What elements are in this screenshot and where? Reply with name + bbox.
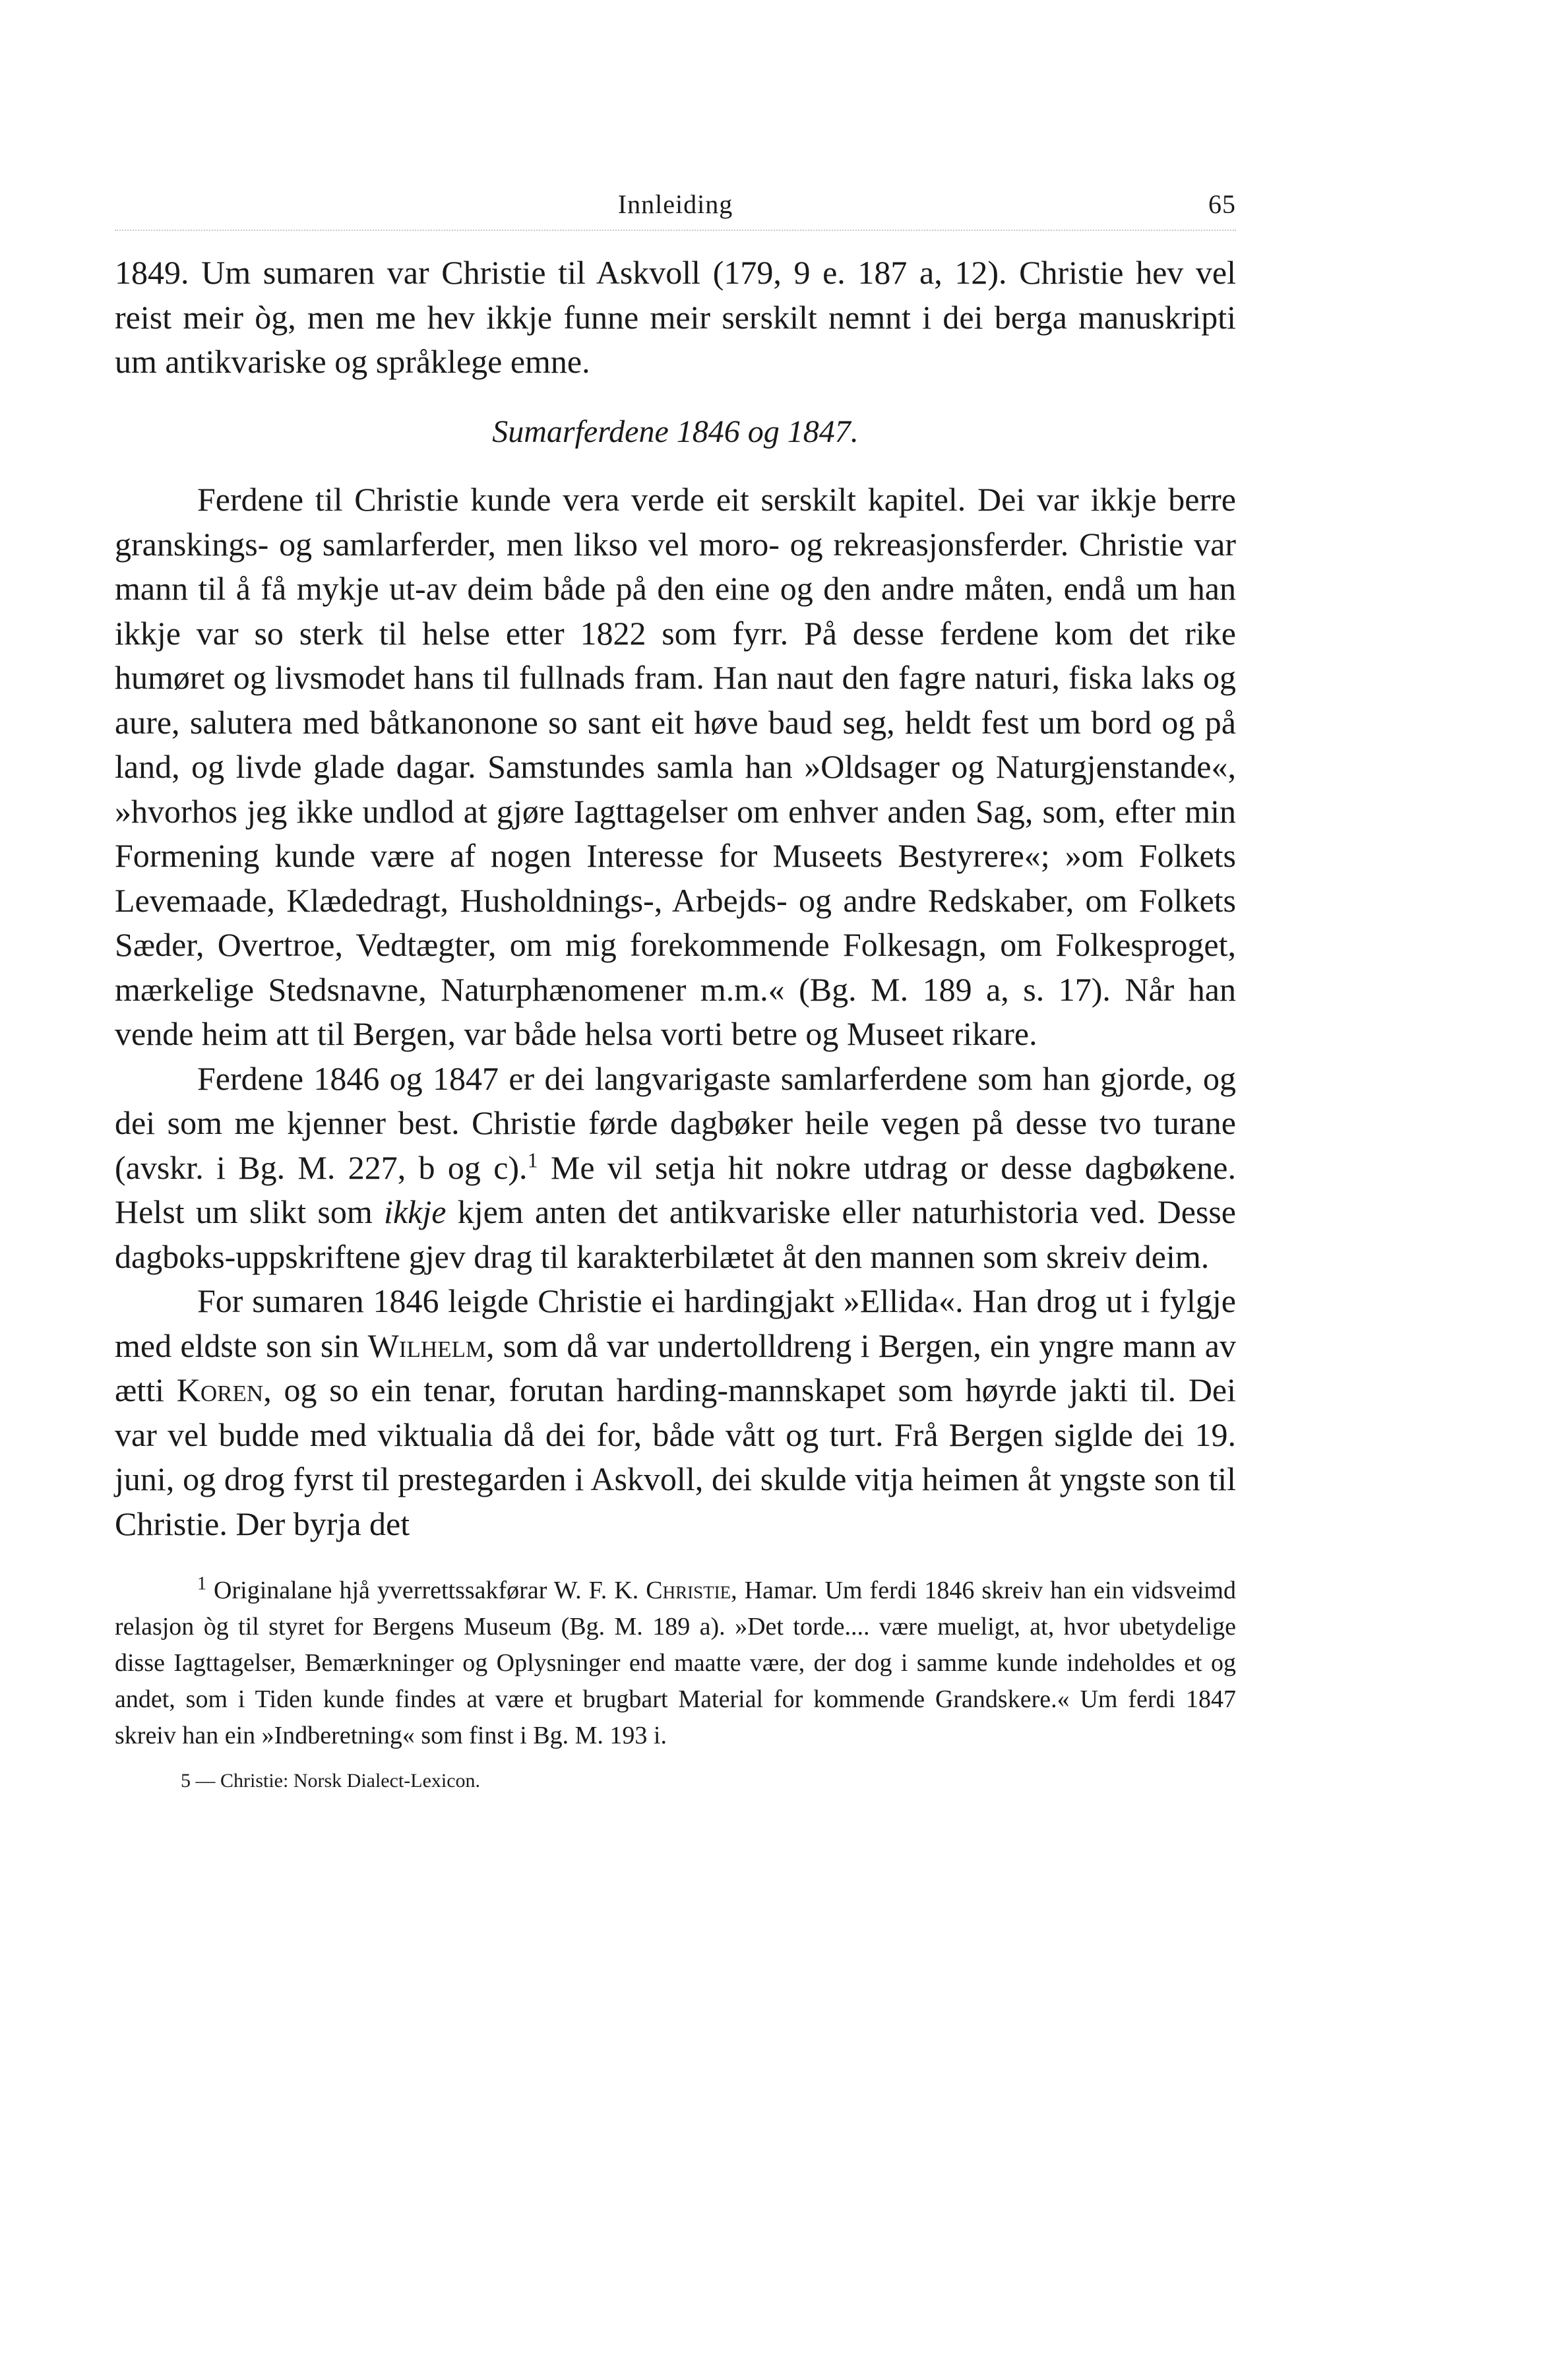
footnote-marker: 1 bbox=[197, 1573, 206, 1594]
paragraph-3-text-b: Me vil setja hit nokre utdrag or desse dagbøkene. Helst um slikt som bbox=[115, 1148, 1236, 1230]
footnote-ref: 1 bbox=[527, 1147, 538, 1172]
footnote-name: Christie bbox=[646, 1577, 731, 1604]
paragraph-1: 1849. Um sumaren var Christie til Askvoll (179, 9 e. 187 a, 12). Christie hev vel reist meir òg, men me hev ikkje funne meir serskilt nemnt i dei berga manuskripti um antikvariske og språklege emne. bbox=[115, 254, 1236, 380]
header-rule bbox=[115, 230, 1236, 231]
paragraph-2: Ferdene til Christie kunde vera verde eit serskilt kapitel. Dei var ikkje berre granskings- og samlarferder, men likso vel moro- og rekreasjonsferder. Christie var mann til å få mykje ut-av deim både på den eine og den andre måten, endå um han ikkje var so sterk til helse etter 1822 som fyrr. På desse ferdene kom det rike humøret og livsmodet hans til fullnads fram. Han naut den fagre naturi, fiska laks og aure, salutera med båtkanonone so sant eit høve baud seg, heldt fest um bord og på land, og livde glade dagar. Samstundes samla han »Oldsager og Naturgjenstande«, »hvorhos jeg ikke undlod at gjøre Iagttagelser om enhver anden Sag, som, efter min Formening kunde være af nogen Interesse for Museets Bestyrere«; »om Folkets Levemaade, Klædedragt, Husholdnings-, Arbejds- og andre Redskaber, om Folkets Sæder, Overtroe, Vedtægter, om mig forekommende Folkesagn, om Folkesproget, mærkelige Stedsnavne, Naturphænomener m.m.« (Bg. M. 189 a, s. 17). Når han vende heim att til Bergen, var både helsa vorti betre og Museet rikare. bbox=[115, 481, 1236, 1052]
running-head bbox=[115, 185, 1236, 231]
paragraph-4-text-b: , som då var undertolldreng i Bergen, ein yngre mann av ætti bbox=[115, 1327, 1236, 1408]
footnotes bbox=[115, 1573, 1236, 1754]
running-head-title: Innleiding bbox=[617, 189, 733, 219]
emphasis: ikkje bbox=[384, 1193, 447, 1230]
paragraph-3 bbox=[115, 1057, 1236, 1280]
page-number: 65 bbox=[1208, 189, 1236, 219]
section-heading: Sumarferdene 1846 og 1847. bbox=[492, 414, 859, 449]
paragraph-3-text-c: kjem anten det antikvariske eller naturhistoria ved. Desse dagboks-uppskriftene gjev drag til karakterbilætet åt den mannen som skreiv deim. bbox=[115, 1193, 1236, 1275]
name-koren: Koren bbox=[176, 1371, 264, 1408]
paragraph-4-text-a: For sumaren 1846 leigde Christie ei hardingjakt »Ellida«. Han drog ut i fylgje med eldste son sin bbox=[115, 1282, 1236, 1364]
footnote-text-a: Originalane hjå yverrettssakførar W. F. K. bbox=[206, 1577, 646, 1604]
paragraph-3-text-a: Ferdene 1846 og 1847 er dei langvarigaste samlarferdene som han gjorde, og dei som me kjenner best. Christie førde dagbøker heile vegen på desse tvo turane (avskr. i Bg. M. 227, b og c). bbox=[115, 1059, 1236, 1186]
name-wilhelm: Wilhelm bbox=[367, 1327, 486, 1364]
paragraph-4 bbox=[115, 1279, 1236, 1546]
page bbox=[115, 185, 1236, 1792]
body-text bbox=[115, 251, 1236, 1546]
footnote-text-b: , Hamar. Um ferdi 1846 skreiv han ein vidsveimd relasjon òg til styret for Bergens Museum (Bg. M. 189 a). »Det torde.... være mueligt, at, hvor ubetydelige disse Iagttagelser, Bemærkninger og Oplysninger end maatte være, der dog i samme kunde indeholdes et og andet, som i Tiden kunde findes at være et brugbart Material for kommende Grandskere.« Um ferdi 1847 skreiv han ein »Indberetning« som finst i Bg. M. 193 i. bbox=[115, 1577, 1236, 1749]
paragraph-4-text-c: , og so ein tenar, forutan harding-mannskapet som høyrde jakti til. Dei var vel budde med viktualia då dei for, både vått og turt. Frå Bergen siglde dei 19. juni, og drog fyrst til prestegarden i Askvoll, dei skulde vitja heimen åt yngste son til Christie. Der byrja det bbox=[115, 1371, 1237, 1542]
signature-line: 5 — Christie: Norsk Dialect-Lexicon. bbox=[181, 1770, 481, 1792]
footnote-1 bbox=[115, 1573, 1236, 1754]
